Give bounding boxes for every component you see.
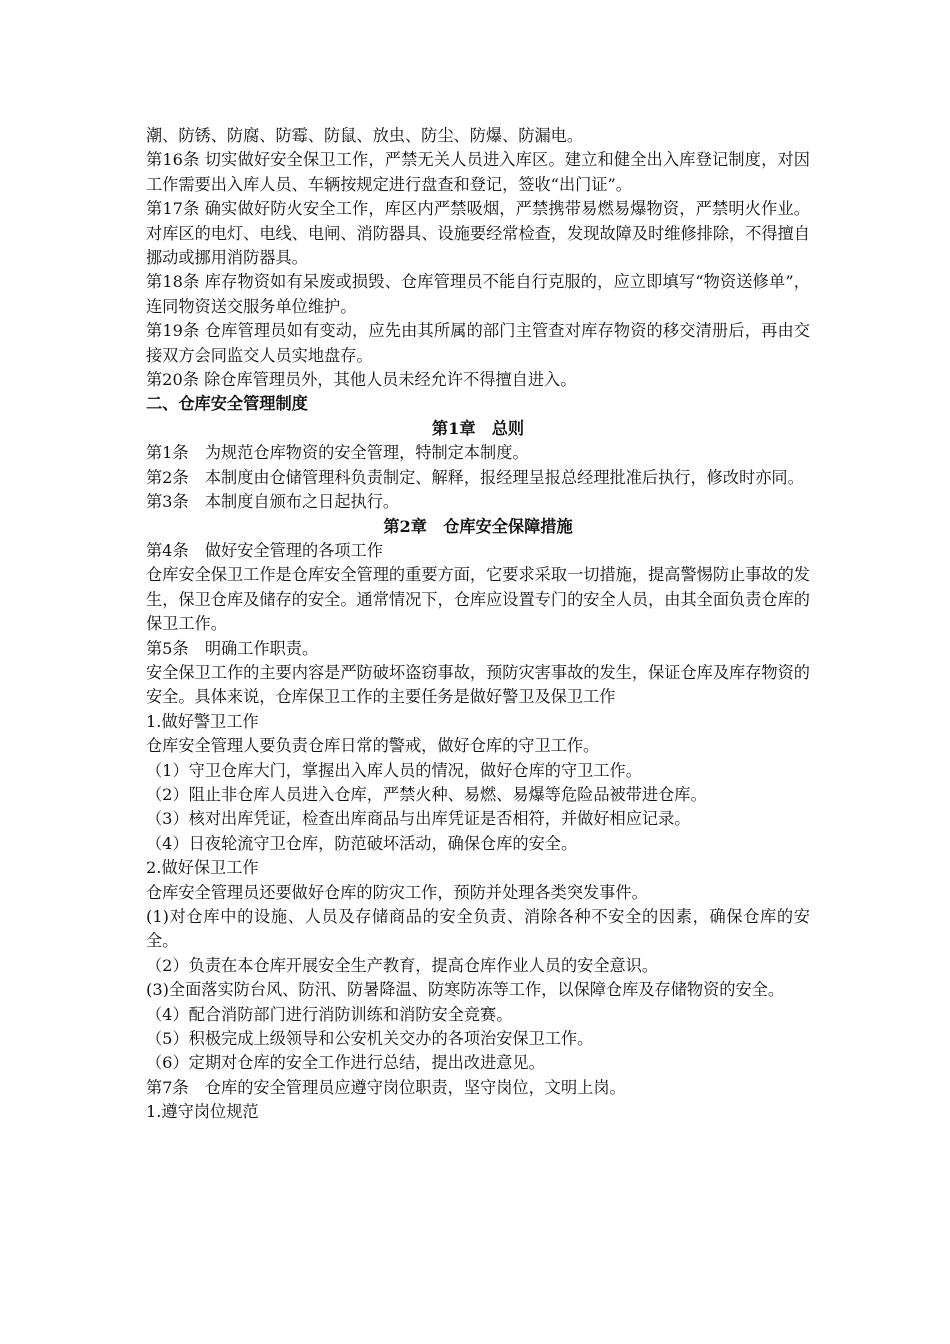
section-heading: 二、仓库安全管理制度 bbox=[146, 394, 308, 414]
ch2-article-5-body: 安全保卫工作的主要内容是严防破坏盗窃事故，预防灾害事故的发生，保证仓库及库存物资的安全。具体来说，仓库保卫工作的主要任务是做好警卫及保卫工作 bbox=[146, 662, 810, 707]
security-item-2: （2）负责在本仓库开展安全生产教育，提高仓库作业人员的安全意识。 bbox=[146, 955, 659, 975]
ch2-article-7: 第7条 仓库的安全管理员应遵守岗位职责，坚守岗位，文明上岗。 bbox=[146, 1077, 626, 1097]
guard-item-4: （4）日夜轮流守卫仓库，防范破坏活动，确保仓库的安全。 bbox=[146, 833, 578, 853]
article-18: 第18条 库存物资如有呆废或损毁、仓库管理员不能自行克服的，应立即填写“物资送修单”，连同物资送交服务单位维护。 bbox=[146, 272, 810, 316]
security-item-6: （6）定期对仓库的安全工作进行总结，提出改进意见。 bbox=[146, 1053, 545, 1073]
security-item-4: （4）配合消防部门进行消防训练和消防安全竞赛。 bbox=[146, 1004, 513, 1024]
subheading-security-work: 2.做好保卫工作 bbox=[146, 858, 259, 878]
ch1-article-1: 第1条 为规范仓库物资的安全管理，特制定本制度。 bbox=[146, 443, 529, 463]
ch1-article-2: 第2条 本制度由仓储管理科负责制定、解释，报经理呈报总经理批准后执行，修改时亦同。 bbox=[146, 467, 804, 487]
ch2-article-4-body: 仓库安全保卫工作是仓库安全管理的重要方面，它要求采取一切措施，提高警惕防止事故的发生，保卫仓库及储存的安全。通常情况下，仓库应设置专门的安全人员，由其全面负责仓库的保卫工作。 bbox=[146, 565, 810, 634]
article-19: 第19条 仓库管理员如有变动，应先由其所属的部门主管查对库存物资的移交清册后，再由交接双方会同监交人员实地盘存。 bbox=[146, 321, 810, 365]
article-16: 第16条 切实做好安全保卫工作，严禁无关人员进入库区。建立和健全出入库登记制度，对因工作需要出入库人员、车辆按规定进行盘查和登记，签收“出门证”。 bbox=[146, 150, 810, 194]
subheading-guard-work: 1.做好警卫工作 bbox=[146, 711, 259, 731]
paragraph-continuation: 潮、防锈、防腐、防霉、防鼠、放虫、防尘、防爆、防漏电。 bbox=[146, 126, 584, 145]
article-17: 第17条 确实做好防火安全工作，库区内严禁吸烟，严禁携带易燃易爆物资，严禁明火作业。对库区的电灯、电线、电闸、消防器具、设施要经常检查，发现故障及时维修排除，不得擅自挪动或挪用消防器具。 bbox=[146, 199, 810, 268]
guard-item-2: （2）阻止非仓库人员进入仓库，严禁火种、易燃、易爆等危险品被带进仓库。 bbox=[146, 784, 707, 804]
security-item-3: (3)全面落实防台风、防汛、防暑降温、防寒防冻等工作，以保障仓库及存储物资的安全。 bbox=[146, 980, 785, 1000]
chapter-2-heading: 第2章 仓库安全保障措施 bbox=[383, 516, 573, 536]
ch2-article-5: 第5条 明确工作职责。 bbox=[146, 638, 319, 658]
guard-item-1: （1）守卫仓库大门，掌握出入库人员的情况，做好仓库的守卫工作。 bbox=[146, 760, 642, 780]
ch1-article-3: 第3条 本制度自颁布之日起执行。 bbox=[146, 492, 400, 512]
article-20: 第20条 除仓库管理员外，其他人员未经允许不得擅自进入。 bbox=[146, 370, 577, 390]
subheading-post-rules: 1.遵守岗位规范 bbox=[146, 1102, 259, 1122]
guard-item-3: （3）核对出库凭证，检查出库商品与出库凭证是否相符，并做好相应记录。 bbox=[146, 809, 691, 829]
ch2-article-4: 第4条 做好安全管理的各项工作 bbox=[146, 540, 383, 560]
security-item-1: (1)对仓库中的设施、人员及存储商品的安全负责、消除各种不安全的因素，确保仓库的安全。 bbox=[146, 907, 810, 951]
chapter-1-heading: 第1章 总则 bbox=[431, 418, 525, 438]
document-page bbox=[146, 124, 810, 1125]
security-work-intro: 仓库安全管理员还要做好仓库的防灾工作，预防并处理各类突发事件。 bbox=[146, 882, 648, 902]
guard-work-intro: 仓库安全管理人要负责仓库日常的警戒，做好仓库的守卫工作。 bbox=[146, 736, 600, 756]
security-item-5: （5）积极完成上级领导和公安机关交办的各项治安保卫工作。 bbox=[146, 1029, 594, 1049]
